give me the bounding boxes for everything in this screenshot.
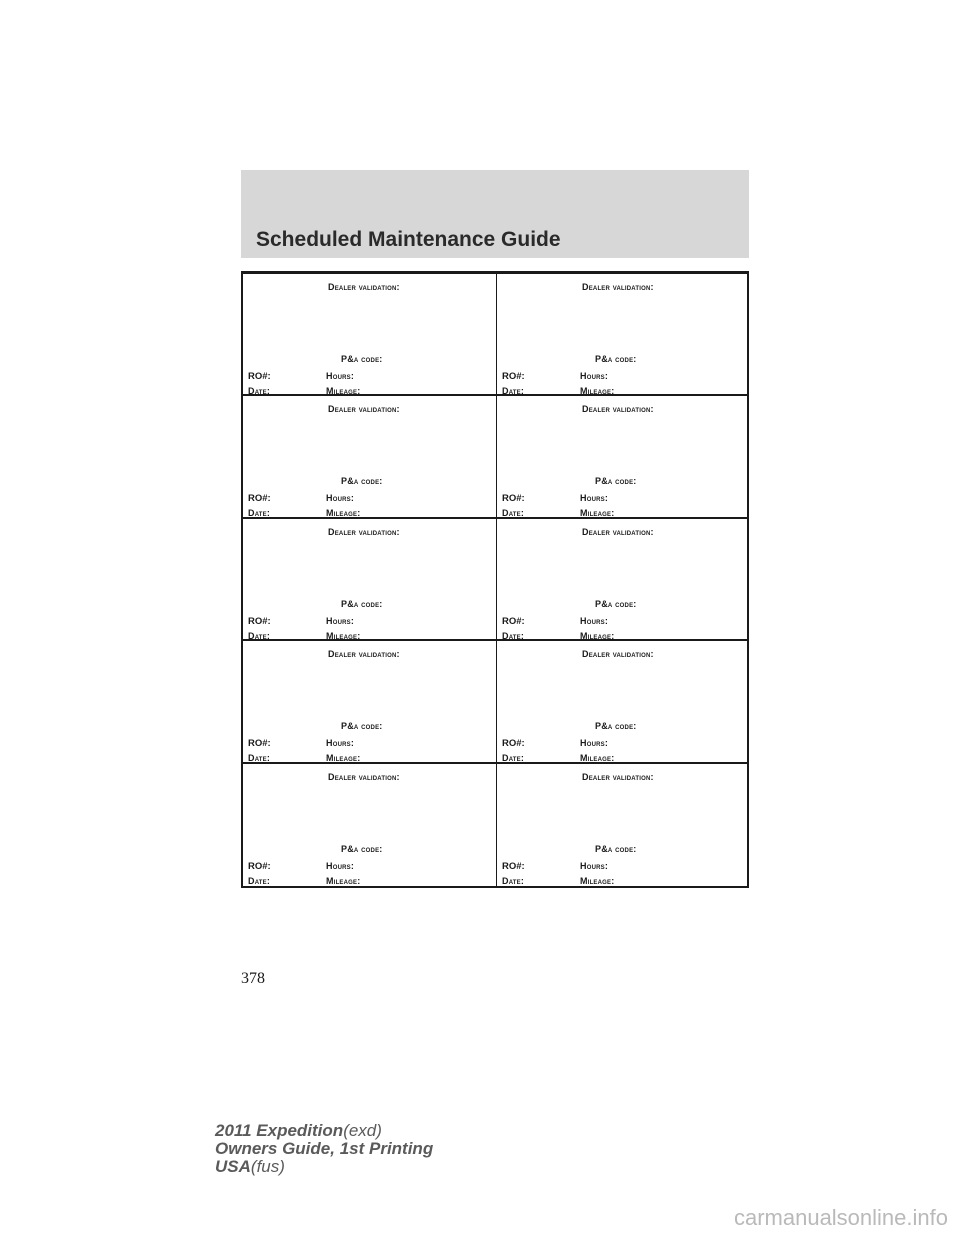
pa-code-label: P&a code: — [341, 354, 383, 364]
dealer-validation-label: Dealer validation: — [328, 649, 400, 660]
log-entry-cell — [497, 519, 747, 641]
log-entry-cell — [497, 396, 747, 518]
date-label: Date: — [502, 875, 525, 886]
ro-label: RO#: — [502, 493, 525, 505]
date-label: Date: — [502, 508, 525, 519]
mileage-label: mileage: — [326, 630, 361, 641]
ro-label: RO#: — [502, 371, 525, 382]
section-header-band — [241, 170, 749, 258]
footer-model-code: (exd) — [343, 1121, 382, 1140]
log-entry-cell — [243, 274, 497, 396]
dealer-validation-label: Dealer validation: — [582, 404, 654, 415]
pa-code-label: P&a code: — [595, 598, 637, 609]
hours-label: hours: — [580, 738, 609, 749]
hours-label: hours: — [326, 371, 355, 381]
date-label: Date: — [502, 630, 525, 641]
mileage-label: mileage: — [580, 875, 615, 886]
dealer-validation-label: Dealer validation: — [582, 771, 654, 782]
log-entry-cell — [243, 519, 497, 641]
date-label: Date: — [502, 753, 525, 764]
mileage-label: mileage: — [326, 386, 361, 396]
footer-market-code: (fus) — [250, 1157, 285, 1176]
dealer-validation-label: Dealer validation: — [328, 526, 400, 537]
hours-label: hours: — [326, 493, 355, 504]
ro-label: RO#: — [502, 738, 525, 750]
pa-code-label: P&a code: — [341, 721, 383, 732]
date-label: Date: — [248, 875, 271, 886]
mileage-label: mileage: — [580, 386, 615, 396]
date-label: Date: — [248, 753, 271, 764]
footer-model: 2011 Expedition — [215, 1121, 344, 1140]
hours-label: hours: — [580, 615, 609, 626]
ro-label: RO#: — [248, 493, 271, 505]
log-entry-cell — [243, 764, 497, 886]
ro-label: RO#: — [502, 860, 525, 872]
mileage-label: mileage: — [580, 630, 615, 641]
footer-guide: Owners Guide, 1st Printing — [215, 1139, 434, 1158]
hours-label: hours: — [580, 860, 609, 871]
dealer-validation-label: Dealer validation: — [582, 526, 654, 537]
ro-label: RO#: — [502, 615, 525, 627]
date-label: Date: — [502, 386, 525, 396]
mileage-label: mileage: — [326, 508, 361, 519]
dealer-validation-label: Dealer validation: — [582, 649, 654, 660]
page-number: 378 — [241, 970, 265, 987]
hours-label: hours: — [580, 493, 609, 504]
log-entry-cell — [497, 764, 747, 886]
ro-label: RO#: — [248, 615, 271, 627]
section-title: Scheduled Maintenance Guide — [256, 228, 561, 251]
log-entry-cell — [243, 641, 497, 763]
pa-code-label: P&a code: — [341, 598, 383, 609]
dealer-validation-label: Dealer validation: — [328, 282, 400, 292]
hours-label: hours: — [326, 615, 355, 626]
ro-label: RO#: — [248, 860, 271, 872]
hours-label: hours: — [326, 738, 355, 749]
maintenance-log-table — [241, 271, 749, 888]
footer-market: USA — [215, 1157, 251, 1176]
mileage-label: mileage: — [580, 753, 615, 764]
document-footer — [215, 1122, 433, 1176]
mileage-label: mileage: — [326, 875, 361, 886]
pa-code-label: P&a code: — [595, 843, 637, 854]
ro-label: RO#: — [248, 371, 271, 382]
dealer-validation-label: Dealer validation: — [328, 771, 400, 782]
date-label: Date: — [248, 630, 271, 641]
dealer-validation-label: Dealer validation: — [582, 282, 654, 292]
pa-code-label: P&a code: — [595, 476, 637, 487]
dealer-validation-label: Dealer validation: — [328, 404, 400, 415]
pa-code-label: P&a code: — [341, 843, 383, 854]
pa-code-label: P&a code: — [595, 354, 637, 364]
pa-code-label: P&a code: — [341, 476, 383, 487]
log-entry-cell — [497, 641, 747, 763]
mileage-label: mileage: — [326, 753, 361, 764]
date-label: Date: — [248, 508, 271, 519]
ro-label: RO#: — [248, 738, 271, 750]
pa-code-label: P&a code: — [595, 721, 637, 732]
hours-label: hours: — [580, 371, 609, 381]
log-entry-cell — [497, 274, 747, 396]
hours-label: hours: — [326, 860, 355, 871]
mileage-label: mileage: — [580, 508, 615, 519]
date-label: Date: — [248, 386, 271, 396]
log-entry-cell — [243, 396, 497, 518]
watermark: carmanualsonline.info — [733, 1205, 948, 1230]
